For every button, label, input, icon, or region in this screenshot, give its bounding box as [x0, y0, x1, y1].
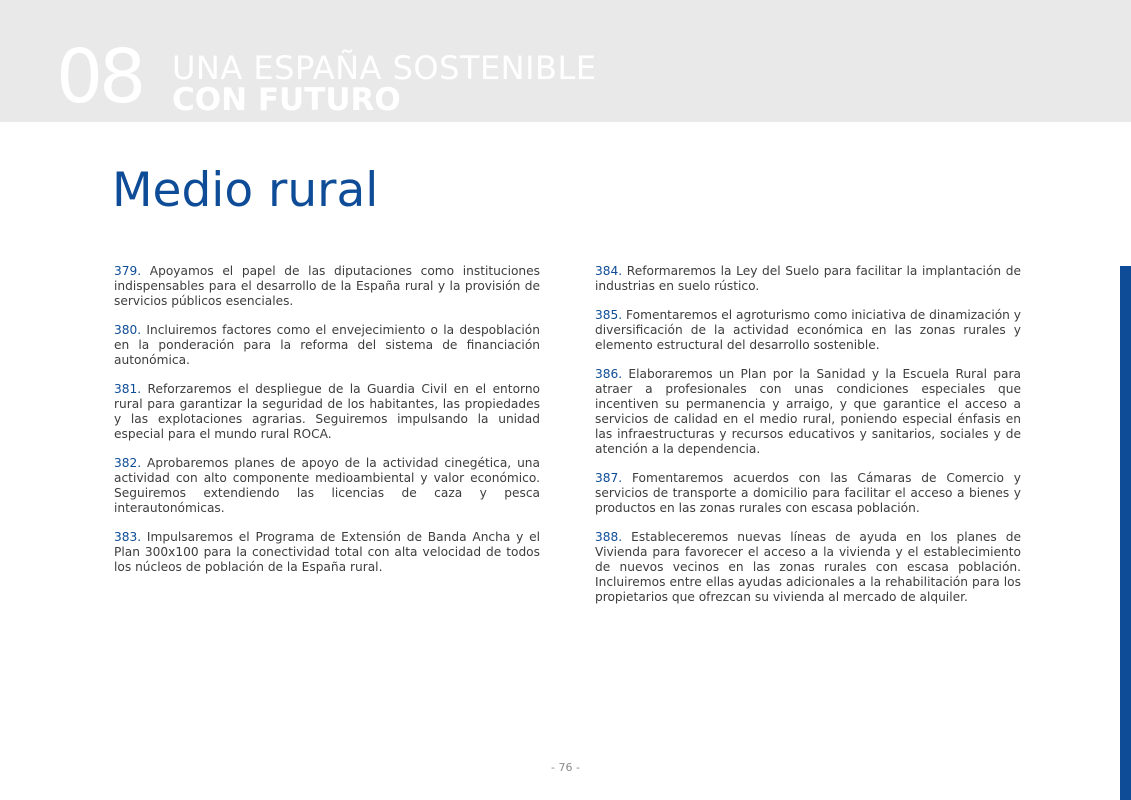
measure-number: 383.: [114, 530, 142, 544]
measure-text: Aprobaremos planes de apoyo de la actividad cinegética, una actividad con alto componente medioambiental y valor económico. Seguiremos extendiendo las licencias de caza y pesca interautonómicas.: [114, 456, 540, 515]
measure-text: Fomentaremos el agroturismo como iniciativa de dinamización y diversificación de la actividad económica en las zonas rurales y elemento estructural del desarrollo sostenible.: [595, 308, 1021, 352]
chapter-side-bar: [1120, 266, 1131, 800]
measure-paragraph: [595, 530, 1021, 605]
measure-paragraph: [114, 323, 540, 368]
measure-text: Estableceremos nuevas líneas de ayuda en los planes de Vivienda para favorecer el acceso a la vivienda y el establecimiento de nuevos vecinos en las zonas rurales con escasa población. Incluiremos entre ellas ayudas adicionales a la rehabilitación para los propietarios que ofrezcan su vivienda al mercado de alquiler.: [595, 530, 1021, 604]
measure-text: Reformaremos la Ley del Suelo para facilitar la implantación de industrias en suelo rústico.: [595, 264, 1021, 293]
chapter-title-line2: CON FUTURO: [172, 82, 401, 118]
measure-paragraph: [595, 367, 1021, 457]
measure-text: Fomentaremos acuerdos con las Cámaras de Comercio y servicios de transporte a domicilio para facilitar el acceso a bienes y productos en las zonas rurales con escasa población.: [595, 471, 1021, 515]
measure-number: 386.: [595, 367, 623, 381]
measure-text: Reforzaremos el despliegue de la Guardia Civil en el entorno rural para garantizar la seguridad de los habitantes, las propiedades y las explotaciones agrarias. Seguiremos impulsando la unidad especial para el mundo rural ROCA.: [114, 382, 540, 441]
measure-paragraph: [114, 264, 540, 309]
measure-text: Impulsaremos el Programa de Extensión de Banda Ancha y el Plan 300x100 para la conectividad total con alta velocidad de todos los núcleos de población de la España rural.: [114, 530, 540, 574]
measure-number: 384.: [595, 264, 623, 278]
measure-paragraph: [114, 530, 540, 575]
measure-number: 388.: [595, 530, 623, 544]
measure-paragraph: [595, 308, 1021, 353]
chapter-title-line1: UNA ESPAÑA SOSTENIBLE: [172, 49, 597, 87]
measure-number: 385.: [595, 308, 623, 322]
measure-paragraph: [114, 456, 540, 516]
measure-paragraph: [595, 264, 1021, 294]
measure-number: 382.: [114, 456, 142, 470]
chapter-header-band: [0, 0, 1131, 122]
measure-text: Apoyamos el papel de las diputaciones como instituciones indispensables para el desarrollo de la España rural y la provisión de servicios públicos esenciales.: [114, 264, 540, 308]
measure-paragraph: [114, 382, 540, 442]
chapter-number: 08: [56, 34, 143, 120]
measure-number: 381.: [114, 382, 142, 396]
measure-text: Elaboraremos un Plan por la Sanidad y la Escuela Rural para atraer a profesionales con unas condiciones especiales que incentiven su permanencia y arraigo, y que garantice el acceso a servicios de calidad en el medio rural, poniendo especial énfasis en las infraestructuras y recursos educativos y sanitarios, sociales y de atención a la dependencia.: [595, 367, 1021, 456]
left-column: [114, 264, 540, 589]
measure-number: 387.: [595, 471, 623, 485]
page-number: - 76 -: [551, 761, 580, 774]
measure-text: Incluiremos factores como el envejecimiento o la despoblación en la ponderación para la reforma del sistema de financiación autonómica.: [114, 323, 540, 367]
right-column: [595, 264, 1021, 619]
measure-number: 379.: [114, 264, 142, 278]
section-title: Medio rural: [112, 163, 379, 218]
measure-paragraph: [595, 471, 1021, 516]
measure-number: 380.: [114, 323, 142, 337]
